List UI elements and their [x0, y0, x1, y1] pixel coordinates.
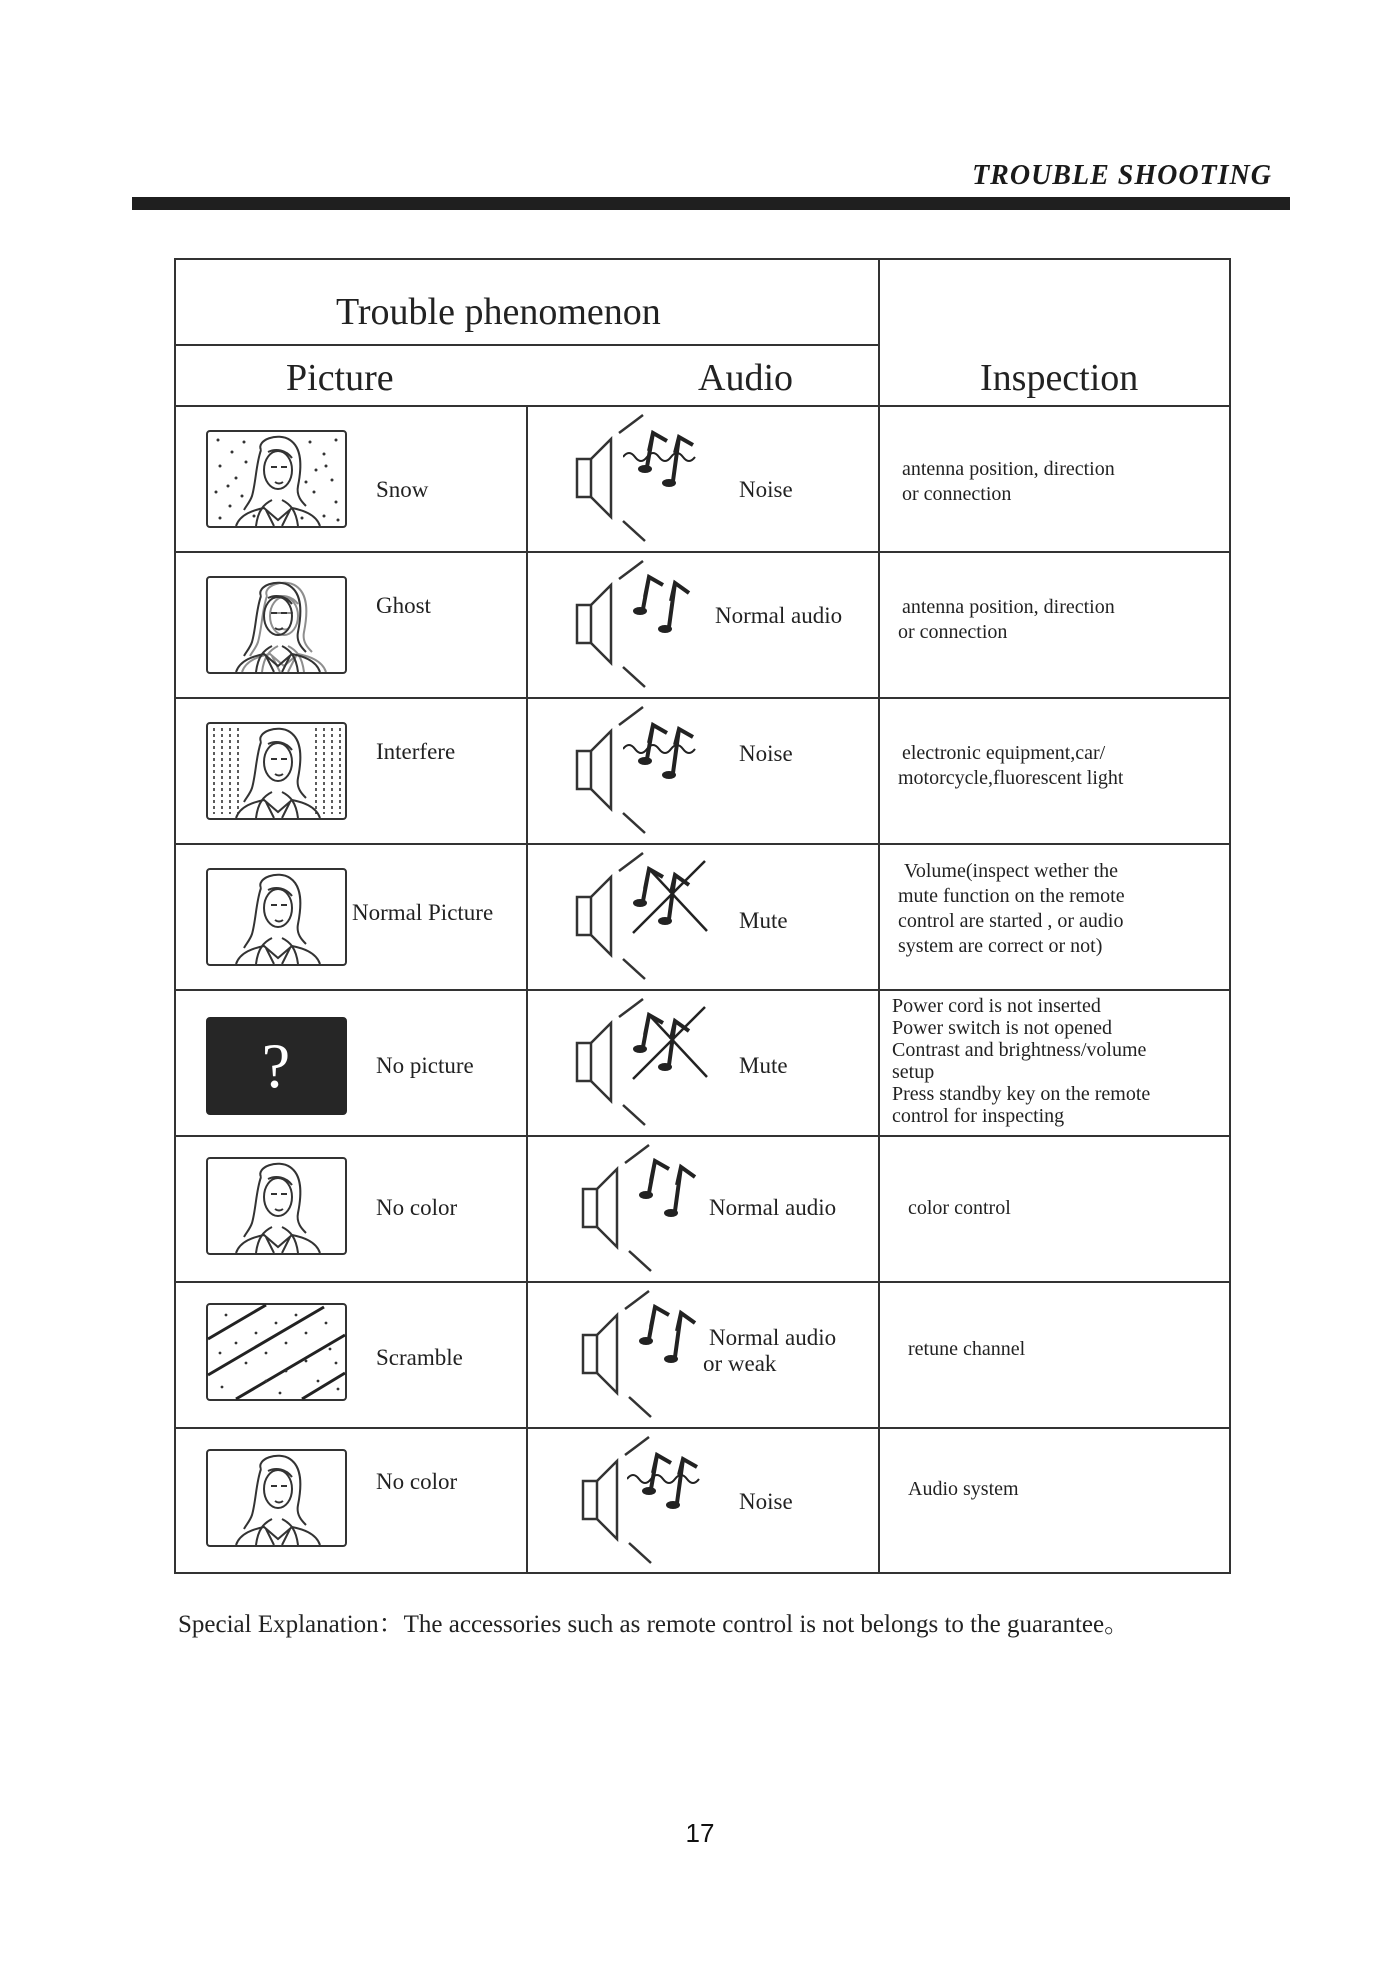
table-row [176, 1429, 1229, 1573]
picture-label: Normal Picture [352, 900, 494, 925]
normal-face-icon [206, 868, 347, 966]
music-notes-muted-icon [631, 857, 711, 937]
section-title: TROUBLE SHOOTING [972, 160, 1272, 191]
inspection-text: Volume(inspect wether the mute function on the remote control are started , or audio system are correct or not) [898, 860, 1125, 957]
audio-label: Mute [739, 1053, 788, 1078]
picture-label: No color [376, 1469, 458, 1494]
audio-label: Normal audio [715, 603, 843, 628]
picture-label: Ghost [376, 593, 431, 618]
inspection-column-heading: Inspection [980, 357, 1139, 399]
audio-label: Noise [739, 477, 793, 502]
audio-label: Normal audio [709, 1325, 837, 1350]
inspection-text: Audio system [908, 1478, 1019, 1500]
table-row [176, 407, 1229, 551]
picture-label: Scramble [376, 1345, 463, 1370]
header-rule [132, 197, 1290, 210]
music-notes-noise-icon [623, 423, 703, 503]
special-explanation-note: Special Explanation：The accessories such as remote control is not belongs to the guarantee。 [178, 1611, 1130, 1638]
music-notes-muted-icon [631, 1003, 711, 1083]
table-row [176, 1137, 1229, 1281]
picture-label: No picture [376, 1053, 474, 1078]
inspection-text: electronic equipment,car/ motorcycle,fluorescent light [898, 742, 1124, 789]
no-color-face-icon [206, 1157, 347, 1255]
svg-text:?: ? [261, 1030, 291, 1101]
inspection-text: color control [908, 1197, 1011, 1219]
audio-label: Noise [739, 741, 793, 766]
music-notes-icon [637, 1149, 717, 1229]
table-row [176, 699, 1229, 843]
trouble-shooting-table [174, 258, 1231, 1574]
picture-label: Interfere [376, 739, 456, 764]
snow-face-icon [206, 430, 347, 528]
table-row [176, 845, 1229, 989]
table-row [176, 1283, 1229, 1427]
inspection-text: Power cord is not inserted Power switch is not opened Contrast and brightness/volume setup Press standby key on the remote control for inspecting [892, 995, 1151, 1127]
header-subrule [176, 344, 880, 346]
music-notes-noise-icon [623, 715, 703, 795]
picture-column-heading: Picture [286, 357, 394, 399]
no-picture-icon [206, 1017, 347, 1115]
audio-label: Noise [739, 1489, 793, 1514]
scramble-icon [206, 1303, 347, 1401]
audio-label: or weak [703, 1351, 777, 1376]
page-number: 17 [685, 1818, 715, 1848]
music-notes-icon [631, 565, 711, 645]
audio-column-heading: Audio [698, 357, 793, 399]
inspection-text: antenna position, direction or connection [898, 596, 1115, 643]
interfere-face-icon [206, 722, 347, 820]
picture-label: Snow [376, 477, 429, 502]
music-notes-noise-icon [627, 1445, 707, 1525]
inspection-text: antenna position, direction or connection [902, 458, 1115, 505]
trouble-phenomenon-heading: Trouble phenomenon [336, 291, 661, 333]
inspection-text: retune channel [908, 1338, 1026, 1360]
no-color-face-icon [206, 1449, 347, 1547]
ghost-face-icon [206, 576, 347, 674]
table-row [176, 991, 1229, 1135]
audio-label: Normal audio [709, 1195, 837, 1220]
audio-label: Mute [739, 908, 788, 933]
picture-label: No color [376, 1195, 458, 1220]
table-row [176, 553, 1229, 697]
